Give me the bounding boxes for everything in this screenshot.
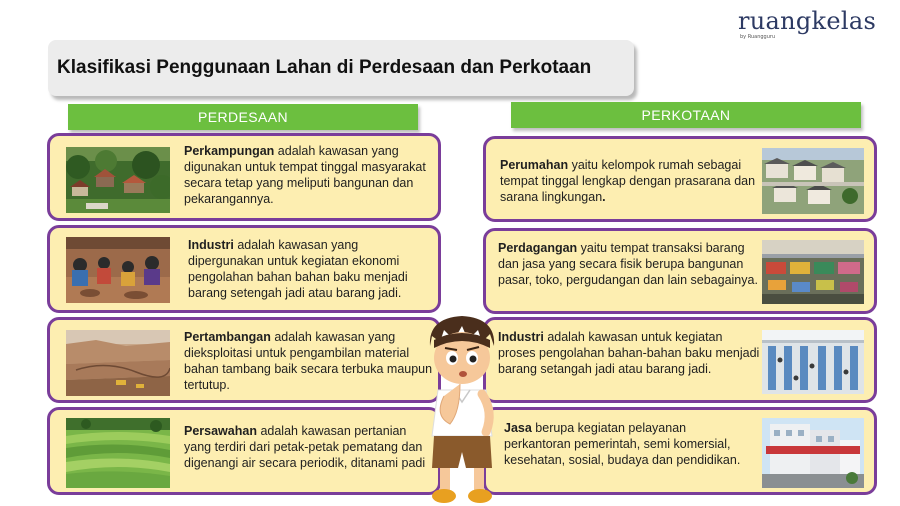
thinking-boy-mascot <box>424 312 500 506</box>
industri-perkotaan-text <box>498 329 760 377</box>
jasa-desc: berupa kegiatan pelayanan perkantoran pemerintah, semi komersial, kesehatan, sosial, budaya dan pendidikan. <box>504 421 741 467</box>
perdagangan-desc: yaitu tempat transaksi barang dan jasa yang secara fisik berupa bangunan pasar, toko, pergudangan dan lain sebagainya. <box>498 241 758 287</box>
factory-photo <box>762 330 864 394</box>
perkampungan-card <box>47 133 441 221</box>
industri-perdesaan-card <box>47 225 441 313</box>
pertambangan-text <box>184 329 434 393</box>
rice-field-photo <box>66 418 170 488</box>
perkotaan-header: PERKOTAAN <box>511 102 861 128</box>
market-photo <box>762 240 864 304</box>
perkampungan-text <box>184 143 434 207</box>
persawahan-card <box>47 407 441 495</box>
persawahan-desc: adalah kawasan pertanian yang terdiri dari petak-petak pematang dan digenangi air secara periodik, ditanami padi <box>184 424 426 470</box>
page-title: Klasifikasi Penggunaan Lahan di Perdesaan dan Perkotaan <box>57 57 592 78</box>
jasa-card <box>483 407 877 495</box>
perumahan-text <box>500 157 758 205</box>
persawahan-term: Persawahan <box>184 424 257 438</box>
hospital-photo <box>762 418 864 488</box>
home-industry-photo <box>66 237 170 303</box>
perkampungan-desc: adalah kawasan yang digunakan untuk tempat tinggal masyarakat secara tetap yang meliputi bangunan dan pekarangannya. <box>184 144 426 206</box>
mining-photo <box>66 330 170 396</box>
perdagangan-term: Perdagangan <box>498 241 578 255</box>
ruangkelas-logo <box>738 8 878 44</box>
perumahan-end: . <box>602 190 606 204</box>
logo-subtitle: by Ruangguru <box>740 34 776 40</box>
perkampungan-term: Perkampungan <box>184 144 275 158</box>
perdagangan-card <box>483 228 877 314</box>
perumahan-card <box>483 136 877 222</box>
perumahan-term: Perumahan <box>500 158 569 172</box>
pertambangan-card <box>47 317 441 403</box>
perdesaan-header: PERDESAAN <box>68 104 418 130</box>
industri-perdesaan-term: Industri <box>188 238 234 252</box>
industri-perkotaan-card <box>483 317 877 403</box>
logo-brand: ruangkelas <box>738 7 877 35</box>
housing-photo <box>762 148 864 214</box>
jasa-text <box>504 420 752 468</box>
pertambangan-term: Pertambangan <box>184 330 271 344</box>
industri-perkotaan-desc: adalah kawasan untuk kegiatan proses pengolahan bahan-bahan baku menjadi barang setangah jadi atau barang jadi. <box>498 330 760 376</box>
village-photo <box>66 147 170 213</box>
industri-perdesaan-desc: adalah kawasan yang dipergunakan untuk kegiatan ekonomi pengolahan bahan bahan baku menjadi barang setengah jadi atau barang jadi. <box>188 238 408 300</box>
perdagangan-text <box>498 240 760 288</box>
industri-perkotaan-term: Industri <box>498 330 544 344</box>
pertambangan-desc: adalah kawasan yang dieksploitasi untuk pengambilan material bahan tambang baik secara terbuka maupun tertutup. <box>184 330 433 392</box>
perumahan-desc: yaitu kelompok rumah sebagai tempat tinggal lengkap dengan prasarana dan sarana lingkungan <box>500 158 756 204</box>
industri-perdesaan-text <box>188 237 436 301</box>
title-bar <box>48 40 634 96</box>
persawahan-text <box>184 423 436 471</box>
jasa-term: Jasa <box>504 421 532 435</box>
